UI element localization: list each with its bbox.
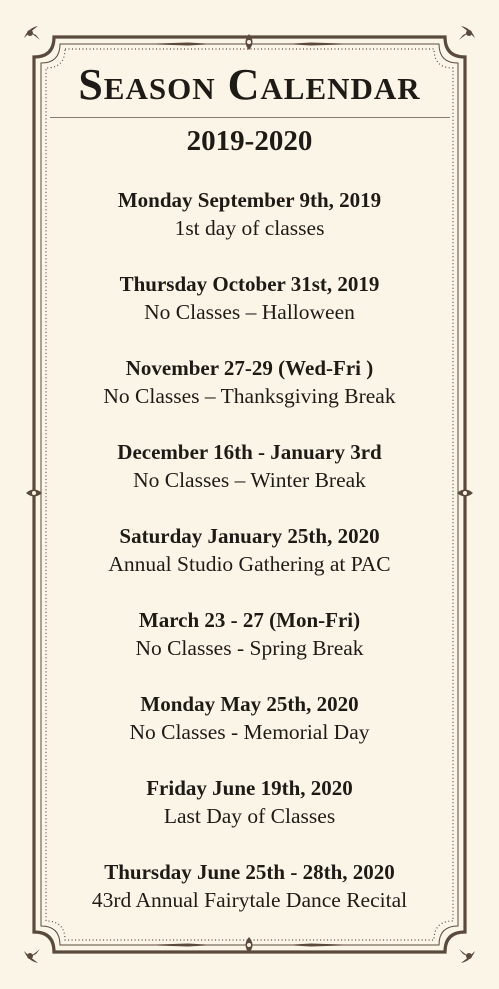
event-item <box>40 859 459 943</box>
event-list <box>40 187 459 943</box>
event-description: No Classes - Spring Break <box>135 635 364 660</box>
event-description: No Classes – Halloween <box>144 299 355 324</box>
event-date: December 16th - January 3rd <box>117 439 382 464</box>
event-description: No Classes – Winter Break <box>133 467 366 492</box>
event-item <box>40 691 459 775</box>
event-date: Saturday January 25th, 2020 <box>119 523 380 548</box>
event-item <box>40 355 459 439</box>
title-divider <box>50 117 450 118</box>
event-date: Monday May 25th, 2020 <box>140 691 359 716</box>
page-title: Season Calendar <box>78 60 421 109</box>
event-item <box>40 523 459 607</box>
event-description: Last Day of Classes <box>163 803 336 828</box>
event-item <box>40 439 459 523</box>
event-item <box>40 187 459 271</box>
event-description: 1st day of classes <box>174 215 325 240</box>
event-description: No Classes - Memorial Day <box>129 719 370 744</box>
event-item <box>40 607 459 691</box>
event-date: November 27-29 (Wed-Fri ) <box>125 355 374 380</box>
calendar-content <box>40 55 459 943</box>
event-date: Monday September 9th, 2019 <box>117 187 382 212</box>
event-description: 43rd Annual Fairytale Dance Recital <box>91 887 408 912</box>
season-years: 2019-2020 <box>186 125 313 157</box>
event-date: Thursday October 31st, 2019 <box>119 271 380 296</box>
event-description: Annual Studio Gathering at PAC <box>108 551 391 576</box>
event-date: Thursday June 25th - 28th, 2020 <box>104 859 395 884</box>
event-item <box>40 775 459 859</box>
event-date: Friday June 19th, 2020 <box>146 775 353 800</box>
event-date: March 23 - 27 (Mon-Fri) <box>138 607 361 632</box>
event-item <box>40 271 459 355</box>
event-description: No Classes – Thanksgiving Break <box>103 383 396 408</box>
